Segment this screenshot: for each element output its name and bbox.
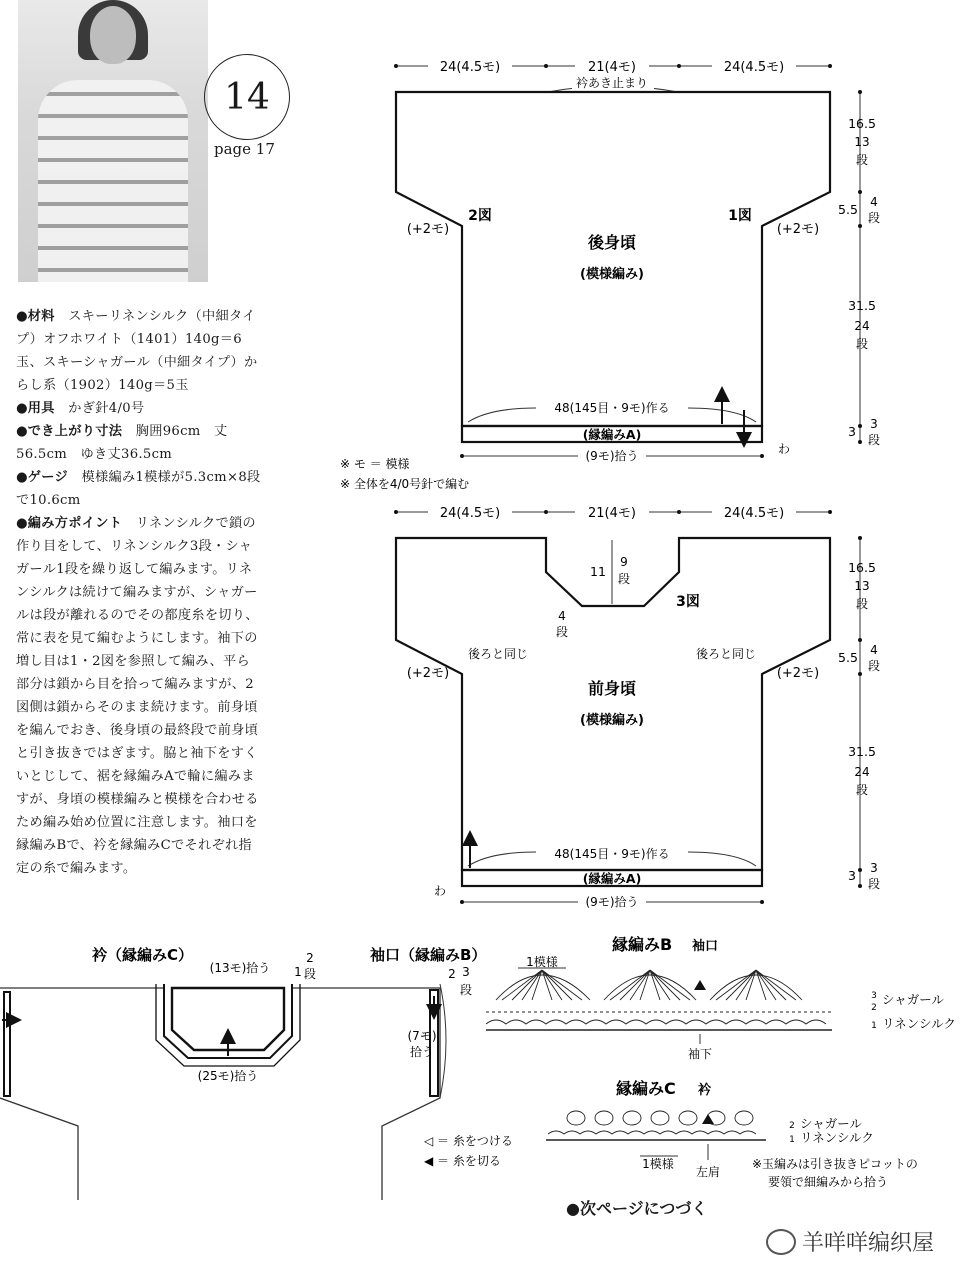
back-r-r4b: 段 <box>867 433 881 447</box>
size-label: ●でき上がり寸法 <box>16 424 123 439</box>
chartB-yarn-s: シャガール <box>882 992 945 1007</box>
chartB-title: 縁編みB <box>612 935 673 954</box>
back-r-r3b: 段 <box>855 337 869 351</box>
back-fig2: 2図 <box>468 208 492 224</box>
front-edging: (縁編みA) <box>582 871 642 886</box>
gauge-text: 模様編み1模様が5.3cm×8段で10.6cm <box>16 470 261 508</box>
chartC-note2: 要領で細編みから拾う <box>768 1175 889 1189</box>
note-2: ※ 全体を4/0号針で編む <box>340 477 470 491</box>
front-top-right: 24(4.5モ) <box>723 506 785 521</box>
collar-title: 衿（縁編みC） <box>92 946 194 964</box>
collar-pickup-bottom: (25モ)拾う <box>197 1069 259 1083</box>
points-label: ●編み方ポイント <box>16 516 123 531</box>
back-pickup: (9モ)拾う <box>585 449 639 463</box>
chartC-repeat: 1模様 <box>642 1157 674 1171</box>
cuff-rows-b: 3 <box>462 965 470 979</box>
back-neck-note: 衿あき止まり <box>575 76 649 90</box>
back-wa: わ <box>778 442 791 456</box>
back-r-r4a: 3 <box>870 417 878 431</box>
collar-rows-a: 1 <box>294 965 302 979</box>
front-r-d3: 31.5 <box>848 744 876 759</box>
chartB-repeat: 1模様 <box>526 955 558 969</box>
back-r-r2b: 段 <box>867 211 881 225</box>
front-r-r3a: 24 <box>854 765 870 779</box>
back-r-d3: 31.5 <box>848 298 876 313</box>
back-fig1: 1図 <box>728 208 752 224</box>
front-same-left: 後ろと同じ <box>467 647 529 661</box>
back-edging: (縁編みA) <box>582 427 642 442</box>
chartC-title: 縁編みC <box>616 1079 676 1098</box>
front-r-r4b: 段 <box>867 877 881 891</box>
chartC-title2: 衿 <box>698 1083 712 1098</box>
gauge-label: ●ゲージ <box>16 470 69 485</box>
front-neck-lb: 段 <box>555 625 569 639</box>
front-cast-on: 48(145目・9モ)作る <box>554 847 670 861</box>
front-subtitle: (模様編み) <box>580 713 644 728</box>
back-r-d2: 5.5 <box>838 202 858 217</box>
collar-rows-b: 2 <box>306 951 314 965</box>
watermark <box>766 1226 934 1257</box>
front-r-r2b: 段 <box>867 659 881 673</box>
chartC-yarn-s: シャガール <box>800 1116 863 1131</box>
chartB-row2: 2 <box>871 1003 877 1013</box>
front-r-r2a: 4 <box>870 643 878 657</box>
front-r-d2: 5.5 <box>838 650 858 665</box>
front-neck-la: 4 <box>558 609 566 623</box>
back-body-diagram <box>394 58 880 463</box>
chartC-row1: 1 <box>789 1135 795 1145</box>
collar-rows-c: 段 <box>303 967 317 981</box>
back-r-d4: 3 <box>848 424 856 439</box>
back-inc-left: (+2モ) <box>406 222 450 237</box>
tools-text: かぎ針4/0号 <box>68 401 145 416</box>
watermark-icon <box>766 1229 796 1255</box>
back-top-right: 24(4.5モ) <box>723 60 785 75</box>
collar-cuff-diagram <box>0 946 486 1200</box>
chartB-under: 袖下 <box>687 1047 713 1061</box>
back-r-d1: 16.5 <box>848 116 876 131</box>
front-title: 前身頃 <box>587 679 637 698</box>
chartC-yarn-l: リネンシルク <box>800 1130 874 1145</box>
chartB-row3: 3 <box>871 991 877 1001</box>
back-cast-on: 48(145目・9モ)作る <box>554 401 670 415</box>
back-r-r1b: 段 <box>855 153 869 167</box>
materials-text: スキーリネンシルク（中細タイプ）オフホワイト（1401）140g＝6玉、スキーシャガール（中細タイプ）からし系（1902）140g＝5玉 <box>16 309 258 393</box>
materials-label: ●材料 <box>16 309 55 324</box>
back-r-r2a: 4 <box>870 195 878 209</box>
chartB-title2: 袖口 <box>692 939 719 954</box>
front-neck-ra: 9 <box>620 555 628 569</box>
cuff-rows-a: 2 <box>448 967 456 981</box>
chartB-row1: 1 <box>871 1021 877 1031</box>
points-text: リネンシルクで鎖の作り目をして、リネンシルク3段・シャガール1段を繰り返して編みます。リネンシルクは続けて編みますが、シャガールは段が離れるのでその都度糸を切り、常に表を見て編むようにします。袖下の増し目は1・2図を参照して編み、平ら部分は鎖から目を拾って編みますが、2図側は鎖からそのまま続けます。前身頃を編んでおき、後身頃の最終段で前身頃と引き抜きではぎます。脇と袖下をすくいとじして、裾を縁編みAで輪に編みますが、身頃の模様編みと模様を合わせるため編み始め位置に注意します。袖口を縁編みBで、衿を縁編みCでそれぞれ指定の糸で編みます。 <box>16 516 259 876</box>
legend-attach: ◁ ＝ 糸をつける <box>424 1134 513 1148</box>
size-text: 胸囲96cm 丈56.5cm ゆき丈36.5cm <box>16 424 228 462</box>
chartB-yarn-l: リネンシルク <box>882 1016 956 1031</box>
tools-label: ●用具 <box>16 401 55 416</box>
collar-pickup-top: (13モ)拾う <box>209 961 271 975</box>
front-body-diagram <box>394 504 880 909</box>
page-reference: page 17 <box>214 140 275 158</box>
front-pickup: (9モ)拾う <box>585 895 639 909</box>
next-page-note: ●次ページにつづく <box>566 1199 708 1218</box>
front-r-r3b: 段 <box>855 783 869 797</box>
legend-cut: ◀ ＝ 糸を切る <box>424 1154 501 1168</box>
chartC-row2: 2 <box>789 1121 795 1131</box>
front-r-r1a: 13 <box>854 579 870 593</box>
front-inc-left: (+2モ) <box>406 666 450 681</box>
back-inc-right: (+2モ) <box>776 222 820 237</box>
front-wa: わ <box>434 884 447 898</box>
pattern-number: 14 <box>224 76 270 118</box>
cuff-pickup-b: 拾う <box>409 1045 435 1059</box>
chartC-note1: ※玉編みは引き抜きピコットの <box>752 1157 918 1171</box>
back-r-r1a: 13 <box>854 135 870 149</box>
front-top-left: 24(4.5モ) <box>439 506 501 521</box>
cuff-pickup-a: (7モ) <box>407 1029 437 1043</box>
chartC-shoulder: 左肩 <box>695 1165 721 1179</box>
front-r-r4a: 3 <box>870 861 878 875</box>
front-top-mid: 21(4モ) <box>588 506 636 521</box>
front-r-d1: 16.5 <box>848 560 876 575</box>
front-neck-d: 11 <box>590 564 606 579</box>
front-fig3: 3図 <box>676 594 700 610</box>
back-subtitle: (模様編み) <box>580 267 644 282</box>
edging-c-chart <box>546 1079 918 1189</box>
cuff-title: 袖口（縁編みB） <box>370 946 487 964</box>
front-neck-rb: 段 <box>617 572 631 586</box>
back-title: 後身頃 <box>587 233 637 252</box>
note-1: ※ モ ＝ 模様 <box>340 457 410 471</box>
front-same-right: 後ろと同じ <box>695 647 757 661</box>
back-top-left: 24(4.5モ) <box>439 60 501 75</box>
front-r-d4: 3 <box>848 868 856 883</box>
front-r-r1b: 段 <box>855 597 869 611</box>
back-top-mid: 21(4モ) <box>588 60 636 75</box>
edging-b-chart <box>486 935 956 1061</box>
back-r-r3a: 24 <box>854 319 870 333</box>
watermark-text: 羊咩咩编织屋 <box>802 1231 935 1256</box>
cuff-rows-c: 段 <box>459 983 473 997</box>
front-inc-right: (+2モ) <box>776 666 820 681</box>
